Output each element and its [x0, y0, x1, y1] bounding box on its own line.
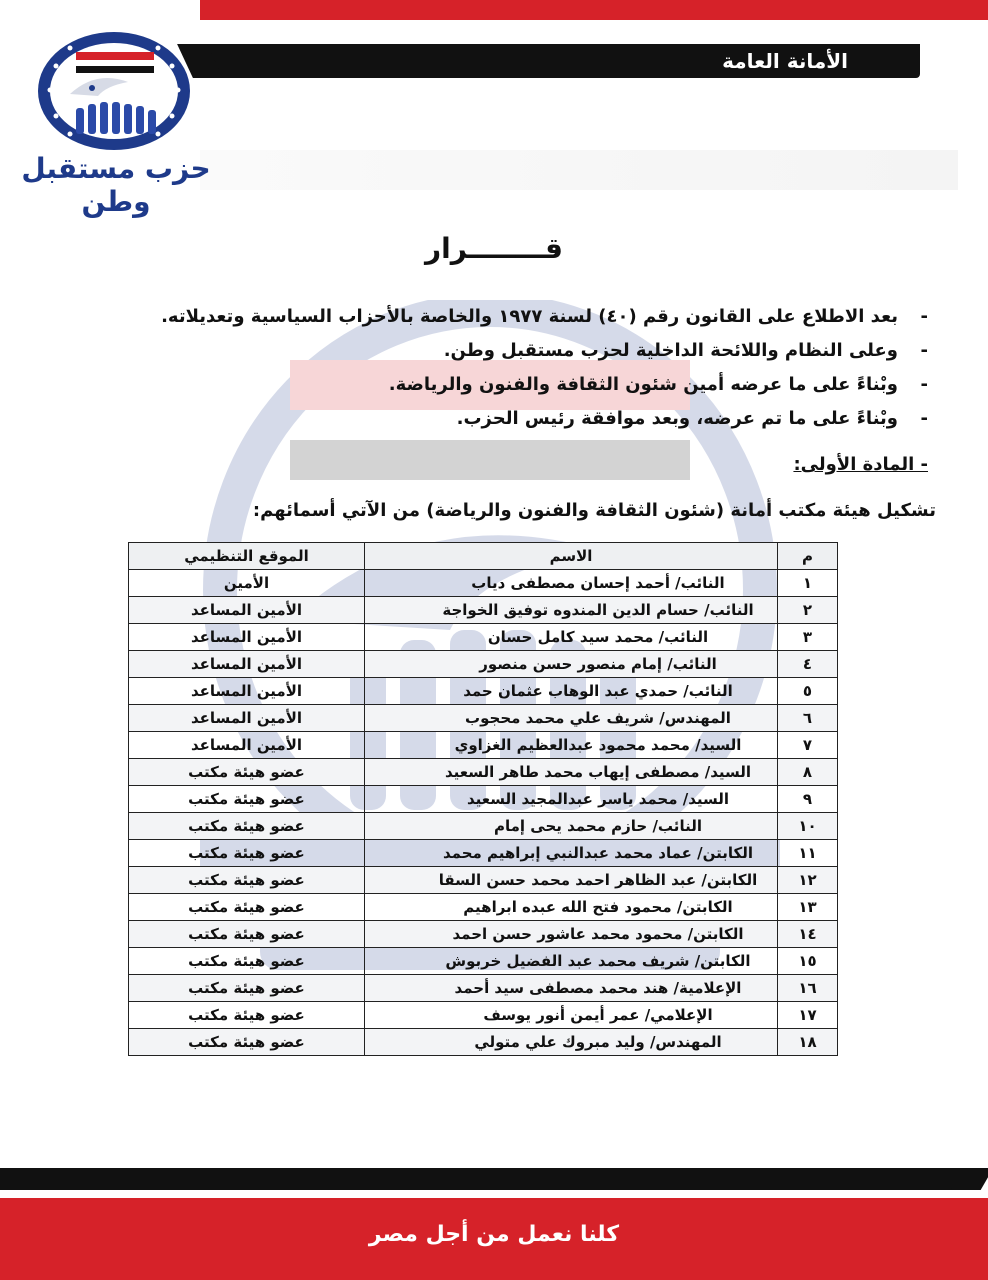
- cell-name: الكابتن/ محمود محمد عاشور حسن احمد: [365, 921, 778, 948]
- cell-role: الأمين المساعد: [129, 597, 365, 624]
- article-heading: - المادة الأولى:: [793, 454, 928, 475]
- cell-num: ٥: [778, 678, 838, 705]
- cell-num: ١٧: [778, 1002, 838, 1029]
- cell-name: المهندس/ وليد مبروك علي متولي: [365, 1029, 778, 1056]
- table-row: [129, 840, 838, 867]
- table-row: [129, 975, 838, 1002]
- cell-role: عضو هيئة مكتب: [129, 813, 365, 840]
- cell-name: النائب/ إمام منصور حسن منصور: [365, 651, 778, 678]
- preamble-text: وعلى النظام واللائحة الداخلية لحزب مستقبل وطن.: [443, 340, 898, 361]
- table-row: [129, 759, 838, 786]
- cell-name: النائب/ حازم محمد يحى إمام: [365, 813, 778, 840]
- cell-num: ٢: [778, 597, 838, 624]
- cell-num: ١٤: [778, 921, 838, 948]
- cell-name: السيد/ محمد ياسر عبدالمجيد السعيد: [365, 786, 778, 813]
- cell-role: الأمين: [129, 570, 365, 597]
- cell-role: عضو هيئة مكتب: [129, 1002, 365, 1029]
- header-label: الأمانة العامة: [722, 49, 848, 73]
- cell-num: ٩: [778, 786, 838, 813]
- table-row: [129, 921, 838, 948]
- cell-name: الكابتن/ عماد محمد عبدالنبي إبراهيم محمد: [365, 840, 778, 867]
- cell-num: ٧: [778, 732, 838, 759]
- table-row: [129, 651, 838, 678]
- preamble-text: وبْناءً على ما عرضه أمين شئون الثقافة والفنون والرياضة.: [388, 374, 898, 395]
- list-dash: -: [920, 306, 928, 327]
- table-row: [129, 597, 838, 624]
- cell-num: ١١: [778, 840, 838, 867]
- cell-role: الأمين المساعد: [129, 732, 365, 759]
- article-body: تشكيل هيئة مكتب أمانة (شئون الثقافة والفنون والرياضة) من الآتي أسمائهم:: [252, 500, 936, 521]
- decision-title: قــــــــرار: [424, 232, 564, 265]
- members-table: [128, 542, 838, 1056]
- preamble-text: بعد الاطلاع على القانون رقم (٤٠) لسنة ١٩٧٧ والخاصة بالأحزاب السياسية وتعديلاته.: [161, 306, 898, 327]
- list-dash: -: [920, 340, 928, 361]
- preamble-list: [148, 300, 928, 436]
- cell-role: عضو هيئة مكتب: [129, 894, 365, 921]
- table-row: [129, 786, 838, 813]
- cell-num: ١٢: [778, 867, 838, 894]
- table-row: [129, 624, 838, 651]
- cell-role: الأمين المساعد: [129, 705, 365, 732]
- table-row: [129, 813, 838, 840]
- cell-num: ١٨: [778, 1029, 838, 1056]
- cell-num: ٤: [778, 651, 838, 678]
- cell-num: ١٥: [778, 948, 838, 975]
- preamble-text: وبْناءً على ما تم عرضه، وبعد موافقة رئيس الحزب.: [456, 408, 898, 429]
- cell-num: ٣: [778, 624, 838, 651]
- cell-num: ١٦: [778, 975, 838, 1002]
- table-row: [129, 570, 838, 597]
- preamble-item: [148, 402, 928, 436]
- cell-name: النائب/ محمد سيد كامل حسان: [365, 624, 778, 651]
- table-row: [129, 867, 838, 894]
- table-row: [129, 1002, 838, 1029]
- preamble-item: [148, 300, 928, 334]
- cell-name: السيد/ محمد محمود عبدالعظيم الغزاوي: [365, 732, 778, 759]
- cell-role: عضو هيئة مكتب: [129, 975, 365, 1002]
- list-dash: -: [920, 374, 928, 395]
- cell-name: الكابتن/ شريف محمد عبد الفضيل خربوش: [365, 948, 778, 975]
- cell-name: المهندس/ شريف علي محمد محجوب: [365, 705, 778, 732]
- cell-role: عضو هيئة مكتب: [129, 759, 365, 786]
- cell-name: الإعلامي/ عمر أيمن أنور يوسف: [365, 1002, 778, 1029]
- top-red-bar: [200, 0, 988, 20]
- header-name: الاسم: [365, 543, 778, 570]
- cell-num: ٨: [778, 759, 838, 786]
- cell-role: عضو هيئة مكتب: [129, 948, 365, 975]
- header-role: الموقع التنظيمي: [129, 543, 365, 570]
- cell-role: الأمين المساعد: [129, 651, 365, 678]
- cell-num: ١٣: [778, 894, 838, 921]
- table-row: [129, 894, 838, 921]
- table-row: [129, 678, 838, 705]
- cell-role: عضو هيئة مكتب: [129, 840, 365, 867]
- cell-name: السيد/ مصطفى إيهاب محمد طاهر السعيد: [365, 759, 778, 786]
- cell-role: عضو هيئة مكتب: [129, 786, 365, 813]
- header-shadow: [200, 150, 958, 190]
- table-header-row: [129, 543, 838, 570]
- cell-num: ٦: [778, 705, 838, 732]
- cell-role: عضو هيئة مكتب: [129, 1029, 365, 1056]
- table-row: [129, 705, 838, 732]
- cell-name: النائب/ حسام الدين المندوه توفيق الخواجة: [365, 597, 778, 624]
- table-row: [129, 948, 838, 975]
- footer-black-bar: [0, 1168, 973, 1190]
- cell-role: عضو هيئة مكتب: [129, 867, 365, 894]
- cell-num: ١: [778, 570, 838, 597]
- party-name-logo-text: حزب مستقبل وطن: [21, 152, 211, 218]
- preamble-item: [148, 334, 928, 368]
- header-num: م: [778, 543, 838, 570]
- cell-role: الأمين المساعد: [129, 624, 365, 651]
- preamble-item: [148, 368, 928, 402]
- table-row: [129, 1029, 838, 1056]
- cell-name: الإعلامية/ هند محمد مصطفى سيد أحمد: [365, 975, 778, 1002]
- cell-num: ١٠: [778, 813, 838, 840]
- cell-name: الكابتن/ محمود فتح الله عبده ابراهيم: [365, 894, 778, 921]
- list-dash: -: [920, 408, 928, 429]
- cell-name: النائب/ حمدي عبد الوهاب عثمان حمد: [365, 678, 778, 705]
- cell-name: النائب/ أحمد إحسان مصطفى دياب: [365, 570, 778, 597]
- eagle-emblem-icon: [36, 30, 192, 152]
- table-row: [129, 732, 838, 759]
- cell-role: عضو هيئة مكتب: [129, 921, 365, 948]
- cell-role: الأمين المساعد: [129, 678, 365, 705]
- cell-name: الكابتن/ عبد الظاهر احمد محمد حسن السقا: [365, 867, 778, 894]
- footer-slogan: كلنا نعمل من أجل مصر: [368, 1222, 620, 1247]
